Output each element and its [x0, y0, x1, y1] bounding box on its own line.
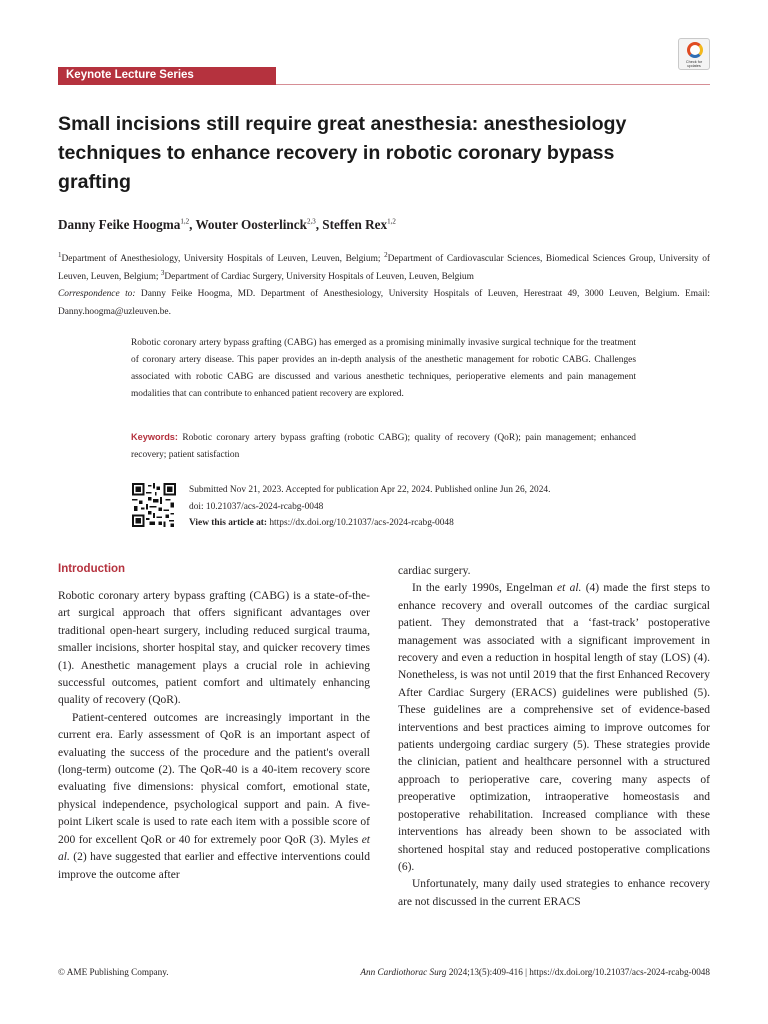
paragraph-emphasis: et al.: [58, 833, 370, 864]
submission-info: [189, 482, 649, 532]
check-updates-label: Check for updates: [685, 60, 703, 68]
body-column-left: [58, 588, 370, 884]
affiliation: Department of Cardiac Surgery, University Hospitals of Leuven, Leuven, Belgium: [164, 271, 474, 282]
correspondence-label: Correspondence to:: [58, 289, 136, 299]
aff-sup: 2: [384, 250, 388, 259]
affiliation: Department of Cardiovascular Sciences, Biomedical Sciences Group, University of Leuven, Leuven, Belgium;: [58, 254, 710, 282]
series-banner: Keynote Lecture Series: [58, 67, 276, 85]
paragraph-text: (4) made the first steps to enhance recovery and overall outcomes of the cardiac surgical patient. They demonstrated that a ‘fast-track’ postoperative management was associated with a significant improvement in recovery and even a reduction in hospital length of stay (LOS) (4). Nonetheless, is was not until 2019 that the first Enhanced Recovery After Cardiac Surgery (ERACS) guidelines were published (5). These guidelines are a comprehensive set of evidence-based interventions and best practices aiming to improve outcomes for patients undergoing cardiac surgery (5). These strategies provide the clinician, patient and healthcare personnel with a structured approach to perioperative care, covering many aspects of preoperative optimization, intraoperative homeostasis and postoperative rehabilitation. Increased compliance with these interventions has already been shown to be associated with shortened hospital stay and reduced postoperative complications (6).: [398, 582, 710, 873]
body-paragraph: [58, 710, 370, 884]
keywords: [131, 429, 636, 464]
author-name: Danny Feike Hoogma: [58, 217, 181, 232]
body-paragraph: [398, 580, 710, 876]
author-sup: 1,2: [387, 217, 396, 226]
footer-citation: [360, 967, 710, 977]
author-name: Wouter Oosterlinck: [195, 217, 307, 232]
citation-text[interactable]: 2024;13(5):409-416 | https://dx.doi.org/10.21037/acs-2024-rcabg-0048: [446, 967, 710, 977]
article-url-link[interactable]: https://dx.doi.org/10.21037/acs-2024-rcabg-0048: [267, 518, 454, 528]
qr-code-icon[interactable]: [132, 483, 176, 527]
author-list: Danny Feike Hoogma$^{1,2}$, Wouter Oosterlinck$^{2,3}$, Steffen Rex$^{1,2}$: [58, 217, 396, 232]
check-for-updates-badge[interactable]: [678, 38, 710, 70]
journal-name: Ann Cardiothorac Surg: [360, 967, 447, 977]
affiliations: [58, 251, 710, 321]
affiliation: Department of Anesthesiology, University Hospitals of Leuven, Leuven, Belgium;: [61, 254, 385, 264]
abstract: Robotic coronary artery bypass grafting (CABG) has emerged as a promising minimally invasive surgical technique for the treatment of coronary artery disease. This paper provides an in-depth analysis of the anesthetic management for robotic CABG. Challenges associated with robotic CABG are discussed and various anesthetic techniques, perioperative elements and pain management modalities that can contribute to enhanced patient recovery are explored.: [131, 338, 636, 399]
aff-sup: 1: [58, 250, 62, 259]
header-rule: [276, 84, 710, 85]
body-column-right: [398, 563, 710, 911]
correspondence-text: Danny Feike Hoogma, MD. Department of Anesthesiology, University Hospitals of Leuven, Herestraat 49, 3000 Leuven, Belgium. Email: Danny.hoogma@uzleuven.be.: [58, 289, 710, 317]
aff-sup: 3: [160, 268, 165, 277]
body-paragraph: Robotic coronary artery bypass grafting (CABG) is a state-of-the-art surgical approach that offers significant advantages over traditional open-heart surgery, including reduced surgical trauma, smaller incisions, shorter hospital stay, and quicker recovery times (1). Anesthetic management plays a crucial role in achieving successful outcomes, patient comfort and ultimately enhancing quality of recovery (QoR).: [58, 590, 370, 707]
doi[interactable]: doi: 10.21037/acs-2024-rcabg-0048: [189, 501, 324, 512]
footer-copyright: © AME Publishing Company.: [58, 967, 169, 977]
author-sup: 2,3: [306, 217, 316, 226]
keywords-label: Keywords:: [131, 432, 178, 442]
paragraph-text: Patient-centered outcomes are increasingly important in the current era. Early assessment of QoR is an important aspect of evaluating the success of the procedure and the patient's overall (long-term) outcome (2). The QoR-40 is a 40-item recovery score evaluating five dimensions: physical comfort, emotional state, physical independence, psychological support and pain. A five-point Likert scale is used to rate each item with a possible score of 200 for excellent QoR or 40 for extremely poor QoR (3). Myles: [58, 711, 370, 846]
body-paragraph: cardiac surgery.: [398, 565, 471, 577]
author-name: Steffen Rex: [322, 217, 388, 232]
article-title: Small incisions still require great anesthesia: anesthesiology techniques to enhance recovery in robotic coronary bypass grafting: [58, 113, 627, 193]
author-sup: 1,2: [180, 217, 190, 226]
paragraph-text: (2) have suggested that earlier and effective interventions could improve the outcome after: [58, 851, 370, 881]
paragraph-emphasis: et al.: [557, 582, 582, 595]
check-updates-icon: [687, 42, 703, 58]
paragraph-text: In the early 1990s, Engelman: [412, 582, 558, 595]
submission-dates: Submitted Nov 21, 2023. Accepted for publication Apr 22, 2024. Published online Jun 26, 2024.: [189, 485, 551, 495]
section-heading-introduction: Introduction: [58, 563, 126, 575]
body-paragraph: Unfortunately, many daily used strategies to enhance recovery are not discussed in the current ERACS: [398, 878, 710, 908]
keywords-text: Robotic coronary artery bypass grafting (robotic CABG); quality of recovery (QoR); pain management; enhanced recovery; patient satisfaction: [131, 433, 636, 460]
view-article-label: View this article at:: [189, 518, 268, 528]
